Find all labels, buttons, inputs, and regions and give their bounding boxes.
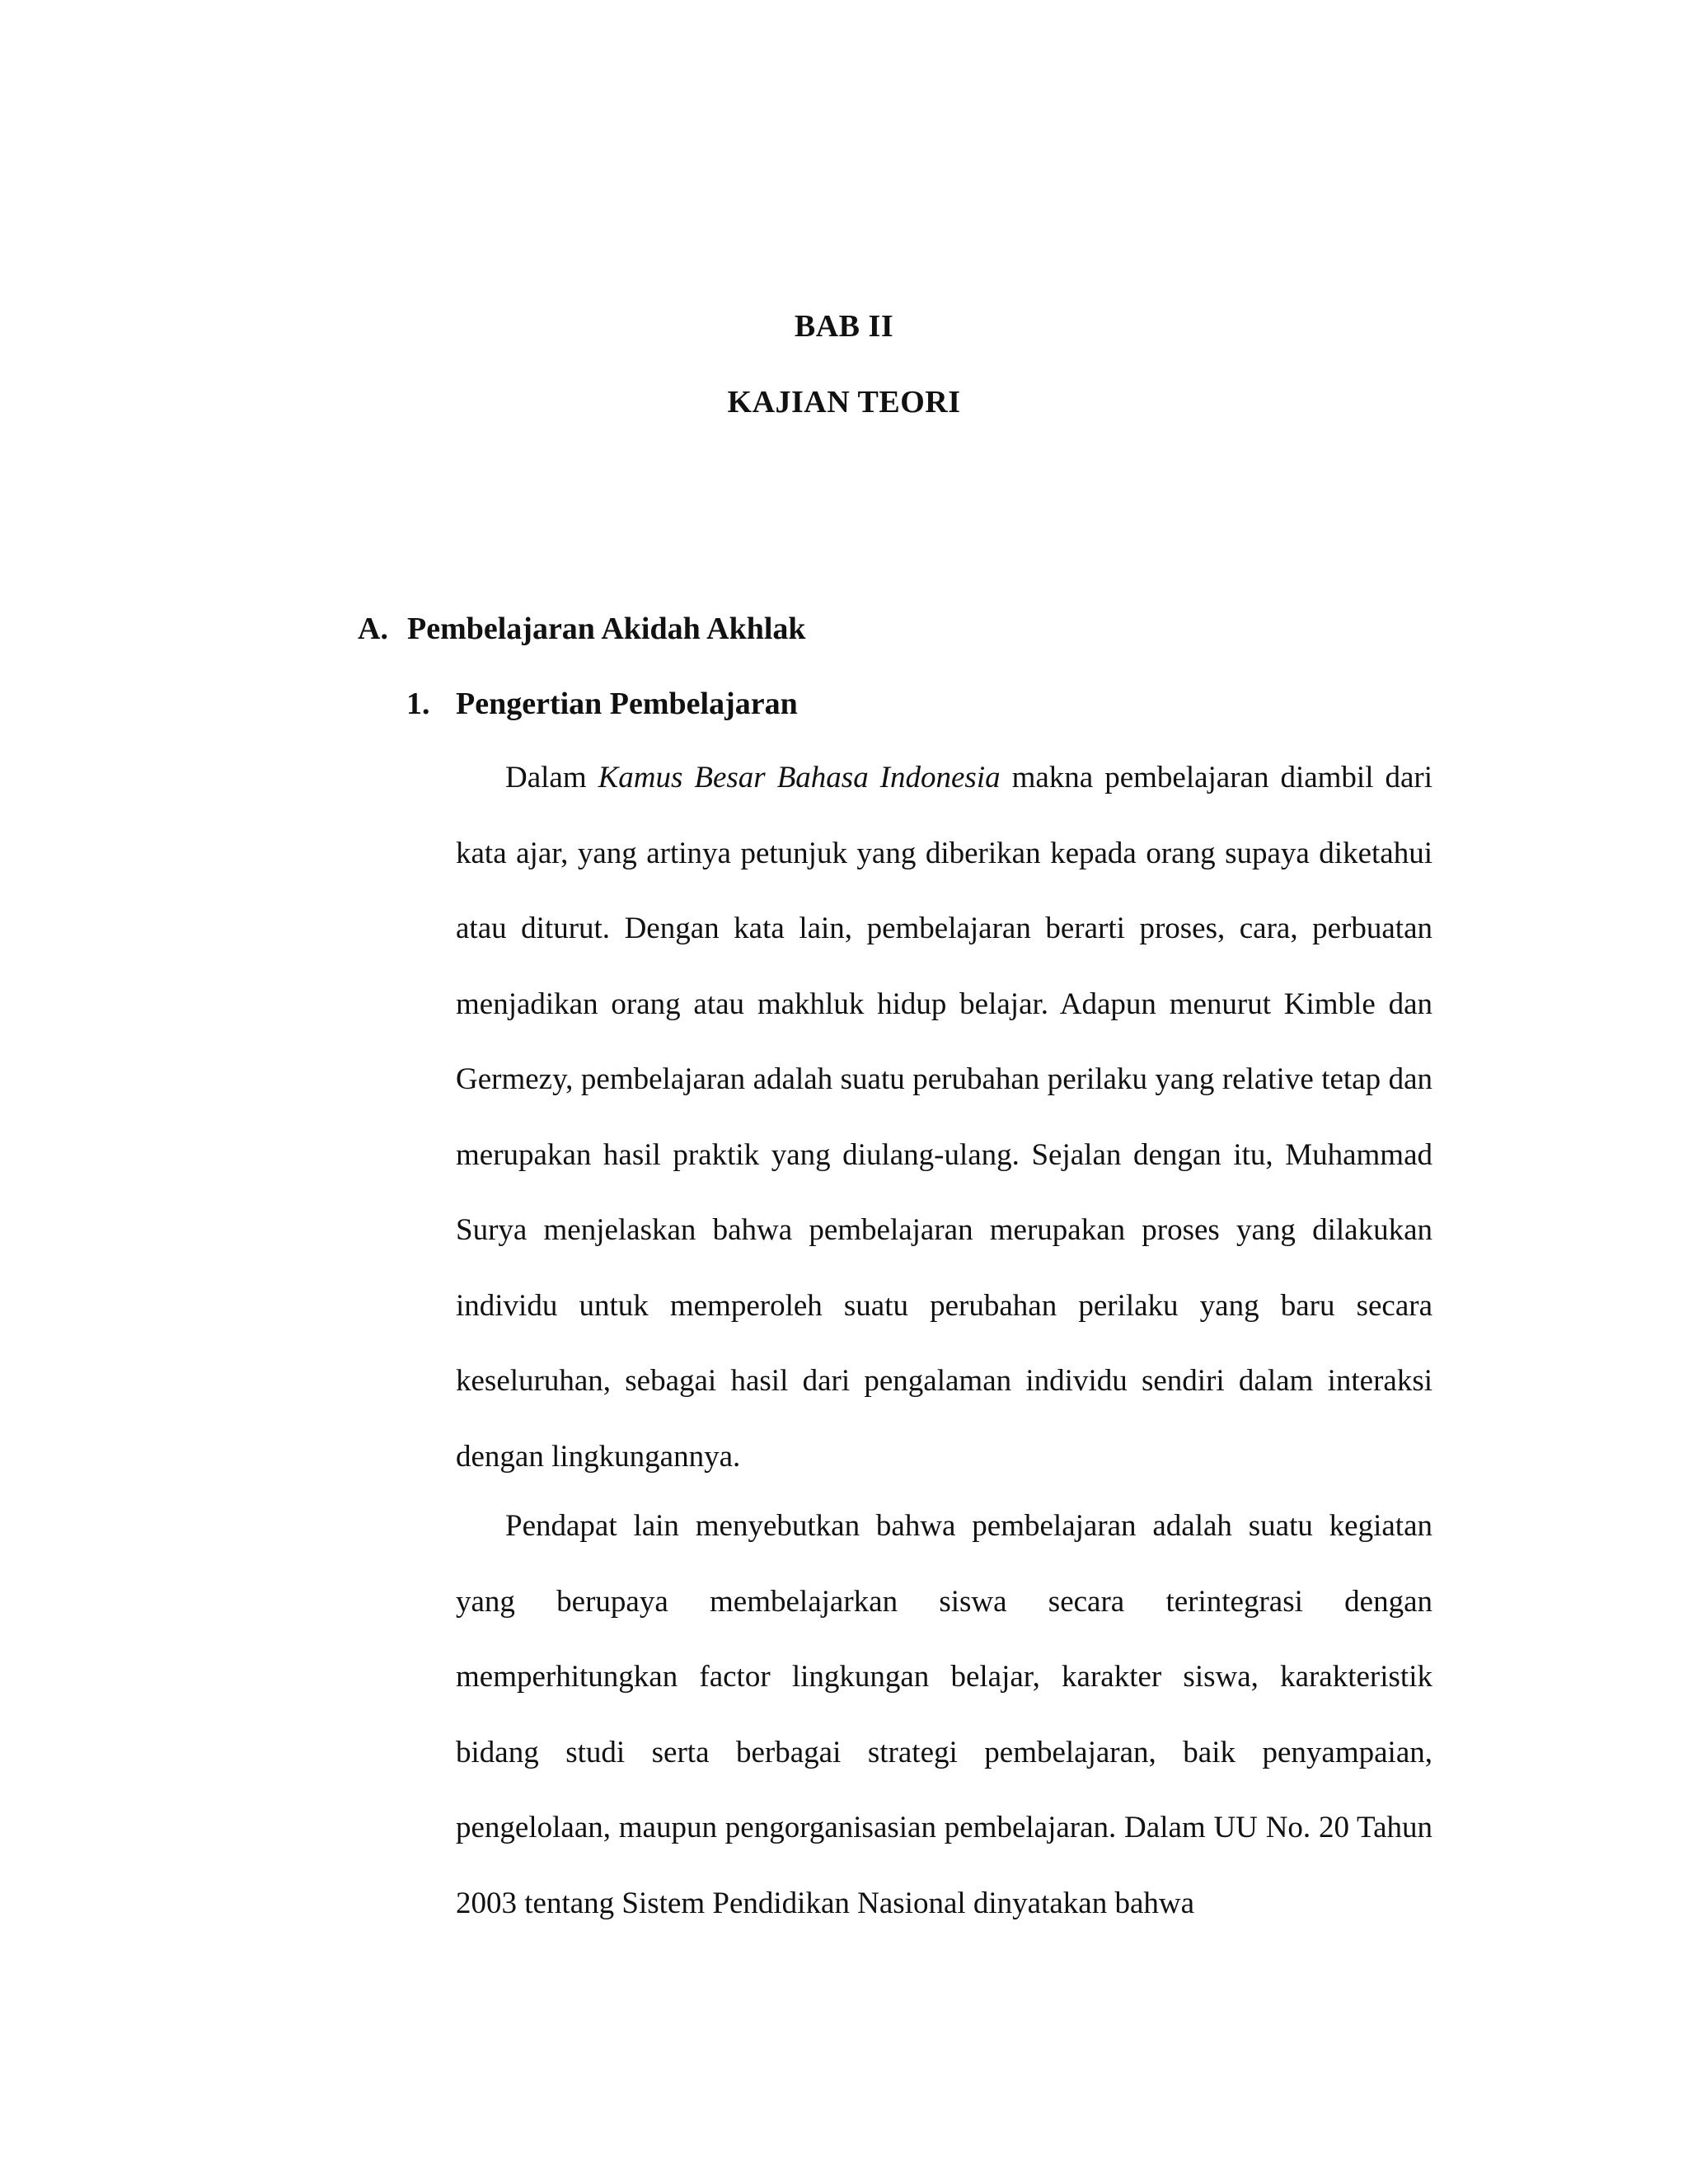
chapter-number: BAB II — [794, 309, 894, 344]
subsection-marker: 1. — [406, 687, 430, 721]
subsection-heading-1 — [406, 686, 983, 727]
body-paragraph-1 — [456, 740, 1432, 1494]
subsection-title: Pengertian Pembelajaran — [456, 687, 798, 721]
body-paragraph-2: Pendapat lain menyebutkan bahwa pembelajaran adalah suatu kegiatan yang berupaya membelajarkan siswa secara terintegrasi dengan memperhitungkan factor lingkungan belajar, karakter siswa, karakteristik bidang studi serta berbagai strategi pembelajaran, baik penyampaian, pengelolaan, maupun pengorganisasian pembelajaran. Dalam UU No. 20 Tahun 2003 tentang Sistem Pendidikan Nasional dinyatakan bahwa — [456, 1509, 1432, 1920]
paragraph-1-rest: makna pembelajaran diambil dari kata ajar, yang artinya petunjuk yang diberikan kepada orang supaya diketahui atau diturut. Dengan kata lain, pembelajaran berarti proses, cara, perbuatan menjadikan orang atau makhluk hidup belajar. Adapun menurut Kimble dan Germezy, pembelajaran adalah suatu perubahan perilaku yang relative tetap dan merupakan hasil praktik yang diulang-ulang. Sejalan dengan itu, Muhammad Surya menjelaskan bahwa pembelajaran merupakan proses yang dilakukan individu untuk memperoleh suatu perubahan perilaku yang baru secara keseluruhan, sebagai hasil dari pengalaman individu sendiri dalam interaksi dengan lingkungannya. — [456, 761, 1433, 1474]
paragraph-1-italic-title: Kamus Besar Bahasa Indonesia — [598, 761, 1001, 794]
chapter-title: KAJIAN TEORI — [727, 385, 961, 419]
section-heading-a — [358, 611, 935, 652]
paragraph-1-lead: Dalam — [505, 761, 598, 794]
section-marker: A. — [358, 612, 388, 646]
section-title: Pembelajaran Akidah Akhlak — [407, 612, 806, 646]
